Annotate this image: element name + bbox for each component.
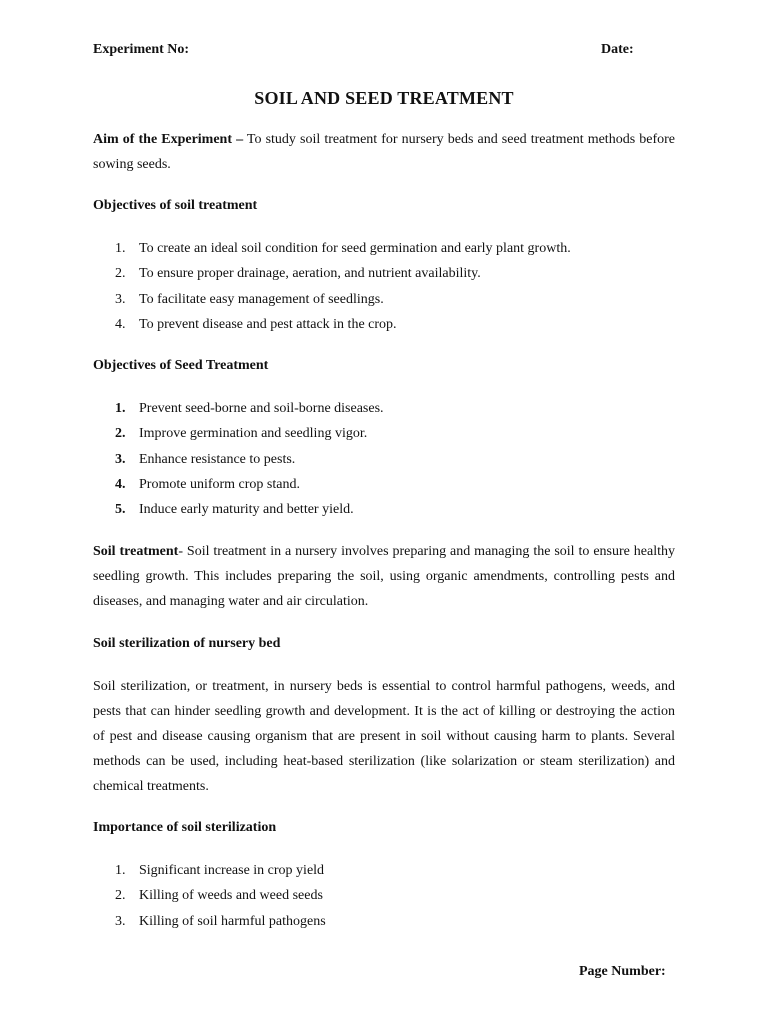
list-item-number: 2.: [115, 888, 126, 904]
list-item-text: Significant increase in crop yield: [139, 863, 325, 878]
list-item-number: 4.: [115, 316, 126, 332]
list-item-number: 1.: [115, 863, 126, 878]
list-item-text: To prevent disease and pest attack in the crop.: [139, 316, 397, 332]
list-item-text: Killing of weeds and weed seeds: [139, 888, 323, 904]
soil-treatment-paragraph: [93, 539, 675, 614]
list-item-number: 3.: [115, 913, 126, 929]
page-number-label: Page Number:: [579, 964, 666, 979]
experiment-number-label: Experiment No:: [93, 42, 190, 57]
list-item-text: Promote uniform crop stand.: [139, 476, 300, 492]
list-item-number: 3.: [115, 451, 126, 467]
soil-treatment-label: Soil treatment: [93, 544, 179, 559]
importance-list: [93, 858, 675, 934]
list-item-number: 2.: [115, 426, 126, 442]
list-item: [93, 472, 675, 497]
list-item: [93, 497, 675, 522]
list-item-text: Improve germination and seedling vigor.: [139, 426, 368, 442]
list-item-number: 1.: [115, 241, 126, 256]
list-item: [93, 287, 675, 312]
list-item: [93, 447, 675, 472]
list-item-text: To facilitate easy management of seedlings.: [139, 291, 384, 307]
list-item-text: Killing of soil harmful pathogens: [139, 913, 326, 929]
soil-objectives-list: [93, 236, 675, 337]
seed-objectives-list: [93, 396, 675, 522]
list-item-number: 1.: [115, 401, 126, 416]
list-item-text: To create an ideal soil condition for seed germination and early plant growth.: [139, 241, 571, 256]
page-title: SOIL AND SEED TREATMENT: [254, 88, 514, 108]
list-item: [93, 909, 675, 934]
list-item-number: 5.: [115, 502, 126, 518]
list-item-text: Induce early maturity and better yield.: [139, 502, 354, 518]
list-item: [93, 883, 675, 908]
list-item-number: 2.: [115, 266, 126, 282]
list-item: [93, 236, 675, 261]
sterilization-paragraph: Soil sterilization, or treatment, in nursery beds is essential to control harmful pathogens, weeds, and pests that can hinder seedling growth and development. It is the act of killing or destroying the action of pest and disease causing organism that are present in soil without causing harm to plants. Several methods can be used, including heat-based sterilization (like solarization or steam sterilization) and chemical treatments.: [93, 679, 675, 794]
list-item: [93, 396, 675, 421]
sterilization-heading: Soil sterilization of nursery bed: [93, 636, 281, 651]
list-item: [93, 421, 675, 446]
seed-objectives-heading: Objectives of Seed Treatment: [93, 358, 269, 373]
list-item-number: 3.: [115, 291, 126, 307]
date-label: Date:: [601, 42, 634, 57]
list-item: [93, 858, 675, 883]
list-item-number: 4.: [115, 476, 126, 492]
aim-paragraph: [93, 127, 675, 177]
soil-treatment-text: - Soil treatment in a nursery involves preparing and managing the soil to ensure healthy seedling growth. This includes preparing the soil, using organic amendments, controlling pests and diseases, and managing water and air circulation.: [93, 544, 676, 609]
soil-objectives-heading: Objectives of soil treatment: [93, 198, 258, 213]
aim-text: To study soil treatment for nursery beds and seed treatment methods before sowing seeds.: [93, 132, 675, 172]
aim-label: Aim of the Experiment –: [93, 132, 244, 147]
list-item-text: Prevent seed-borne and soil-borne diseases.: [139, 401, 384, 416]
importance-heading: Importance of soil sterilization: [93, 820, 277, 835]
list-item-text: To ensure proper drainage, aeration, and nutrient availability.: [139, 266, 481, 282]
list-item: [93, 312, 675, 337]
list-item-text: Enhance resistance to pests.: [139, 451, 296, 467]
list-item: [93, 261, 675, 286]
